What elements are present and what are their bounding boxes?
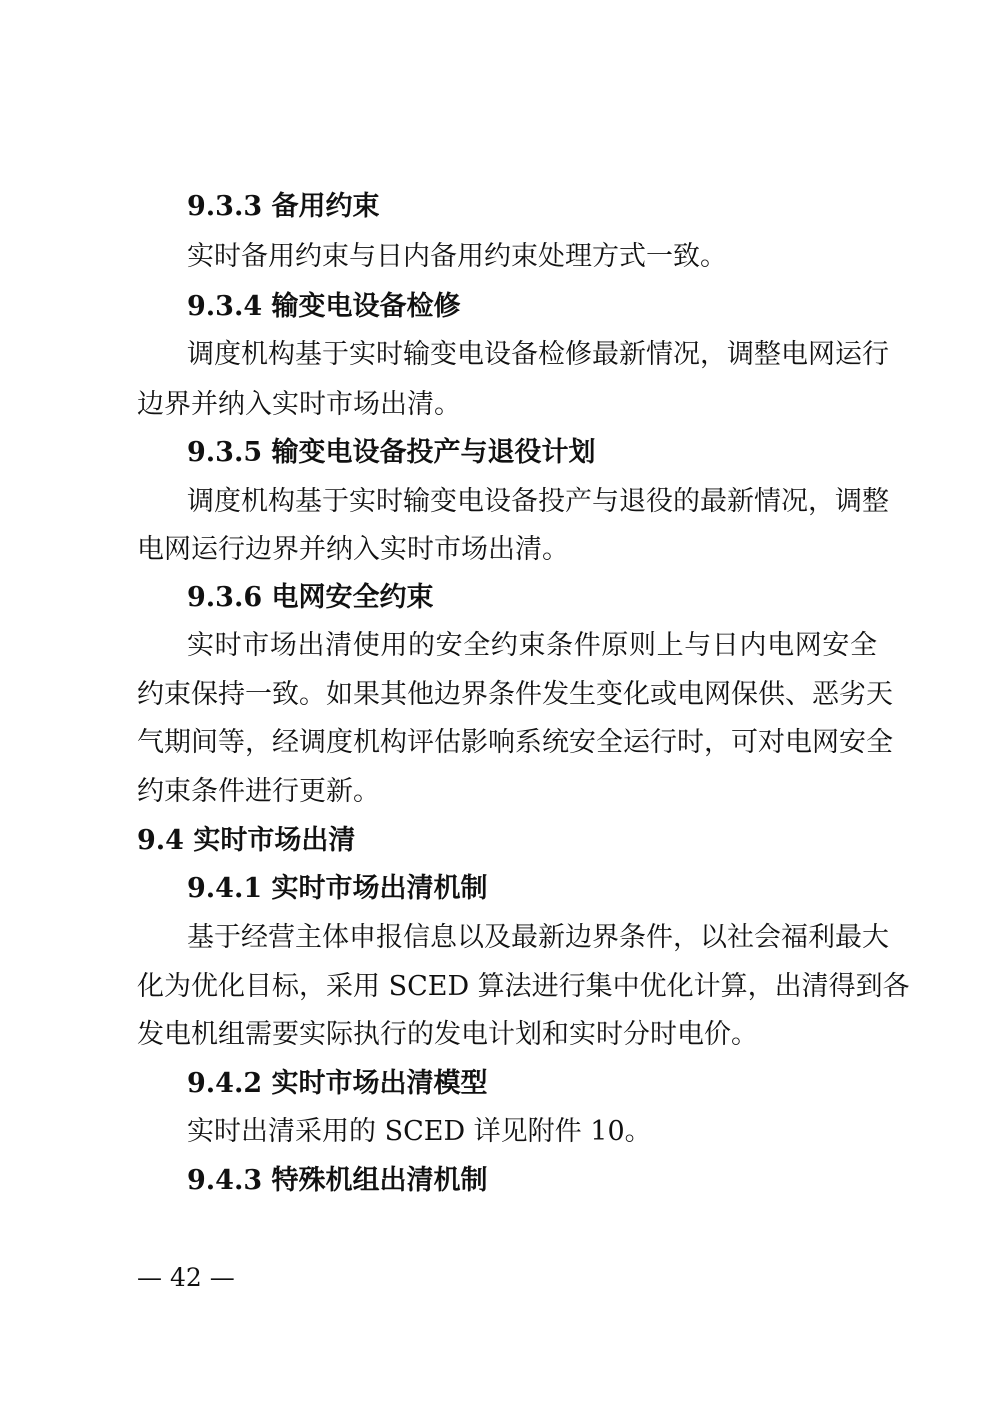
paragraph-line: 实时备用约束与日内备用约束处理方式一致。 — [187, 241, 727, 272]
paragraph-line: 化为优化目标，采用 SCED 算法进行集中优化计算，出清得到各 — [137, 971, 910, 1002]
heading-9-4-3: 9.4.3 特殊机组出清机制 — [187, 1165, 488, 1196]
heading-9-3-3: 9.3.3 备用约束 — [187, 191, 380, 222]
paragraph-line: 调度机构基于实时输变电设备检修最新情况，调整电网运行 — [187, 339, 889, 370]
heading-9-4: 9.4 实时市场出清 — [137, 825, 356, 856]
paragraph-line: 约束保持一致。如果其他边界条件发生变化或电网保供、恶劣天 — [137, 679, 893, 710]
heading-9-4-1: 9.4.1 实时市场出清机制 — [187, 873, 488, 904]
paragraph-line: 电网运行边界并纳入实时市场出清。 — [137, 534, 569, 565]
paragraph-line: 边界并纳入实时市场出清。 — [137, 389, 461, 420]
paragraph-line: 调度机构基于实时输变电设备投产与退役的最新情况，调整 — [187, 486, 889, 517]
paragraph-line: 发电机组需要实际执行的发电计划和实时分时电价。 — [137, 1019, 758, 1050]
paragraph-line: 基于经营主体申报信息以及最新边界条件，以社会福利最大 — [187, 922, 889, 953]
heading-9-4-2: 9.4.2 实时市场出清模型 — [187, 1068, 488, 1099]
paragraph-line: 约束条件进行更新。 — [137, 776, 380, 807]
paragraph-line: 实时市场出清使用的安全约束条件原则上与日内电网安全 — [187, 630, 877, 661]
page-number: — 42 — — [137, 1263, 235, 1292]
heading-9-3-6: 9.3.6 电网安全约束 — [187, 582, 434, 613]
paragraph-line: 实时出清采用的 SCED 详见附件 10。 — [187, 1116, 652, 1147]
heading-9-3-4: 9.3.4 输变电设备检修 — [187, 291, 461, 322]
heading-9-3-5: 9.3.5 输变电设备投产与退役计划 — [187, 437, 596, 468]
paragraph-line: 气期间等，经调度机构评估影响系统安全运行时，可对电网安全 — [137, 727, 893, 758]
